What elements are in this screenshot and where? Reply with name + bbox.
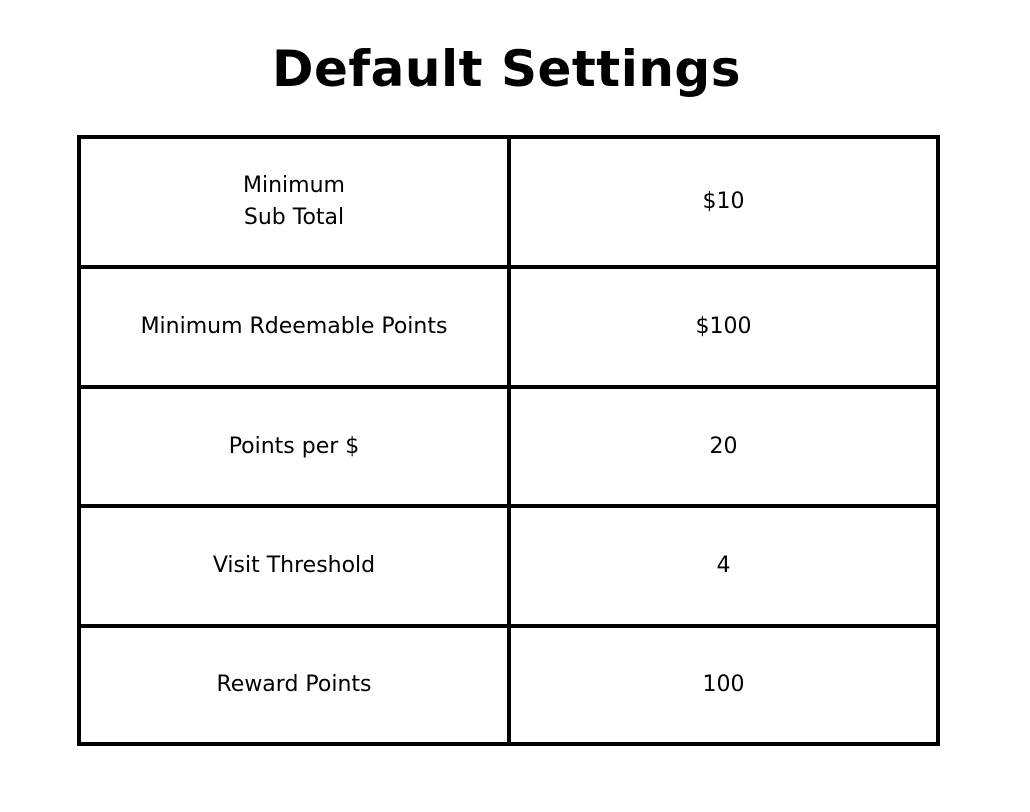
setting-label-line: Sub Total (243, 205, 345, 230)
table-row-visit-threshold (79, 506, 938, 626)
setting-label-cell (79, 626, 509, 744)
setting-value-cell: 20 (509, 387, 938, 506)
table-row-points-per-dollar (79, 387, 938, 506)
setting-label-cell (79, 506, 509, 626)
table-row-reward-points (79, 626, 938, 744)
setting-label-line: Visit Threshold (212, 553, 376, 578)
settings-table (77, 135, 940, 746)
table-row-minimum-redeemable-points (79, 267, 938, 387)
setting-label-line: Minimum Rdeemable Points (140, 314, 448, 339)
setting-value-cell: 4 (509, 506, 938, 626)
setting-label-line: Reward Points (216, 672, 372, 697)
table-row-minimum-sub-total (79, 137, 938, 267)
setting-label-cell (79, 267, 509, 387)
setting-value-cell: $10 (509, 137, 938, 267)
page-title: Default Settings (272, 40, 741, 98)
setting-label-cell (79, 387, 509, 506)
setting-value-cell: 100 (509, 626, 938, 744)
setting-label-line: Points per $ (228, 433, 360, 459)
setting-value-cell: $100 (509, 267, 938, 387)
setting-label-line: Minimum (243, 173, 345, 198)
setting-label-cell (79, 137, 509, 267)
